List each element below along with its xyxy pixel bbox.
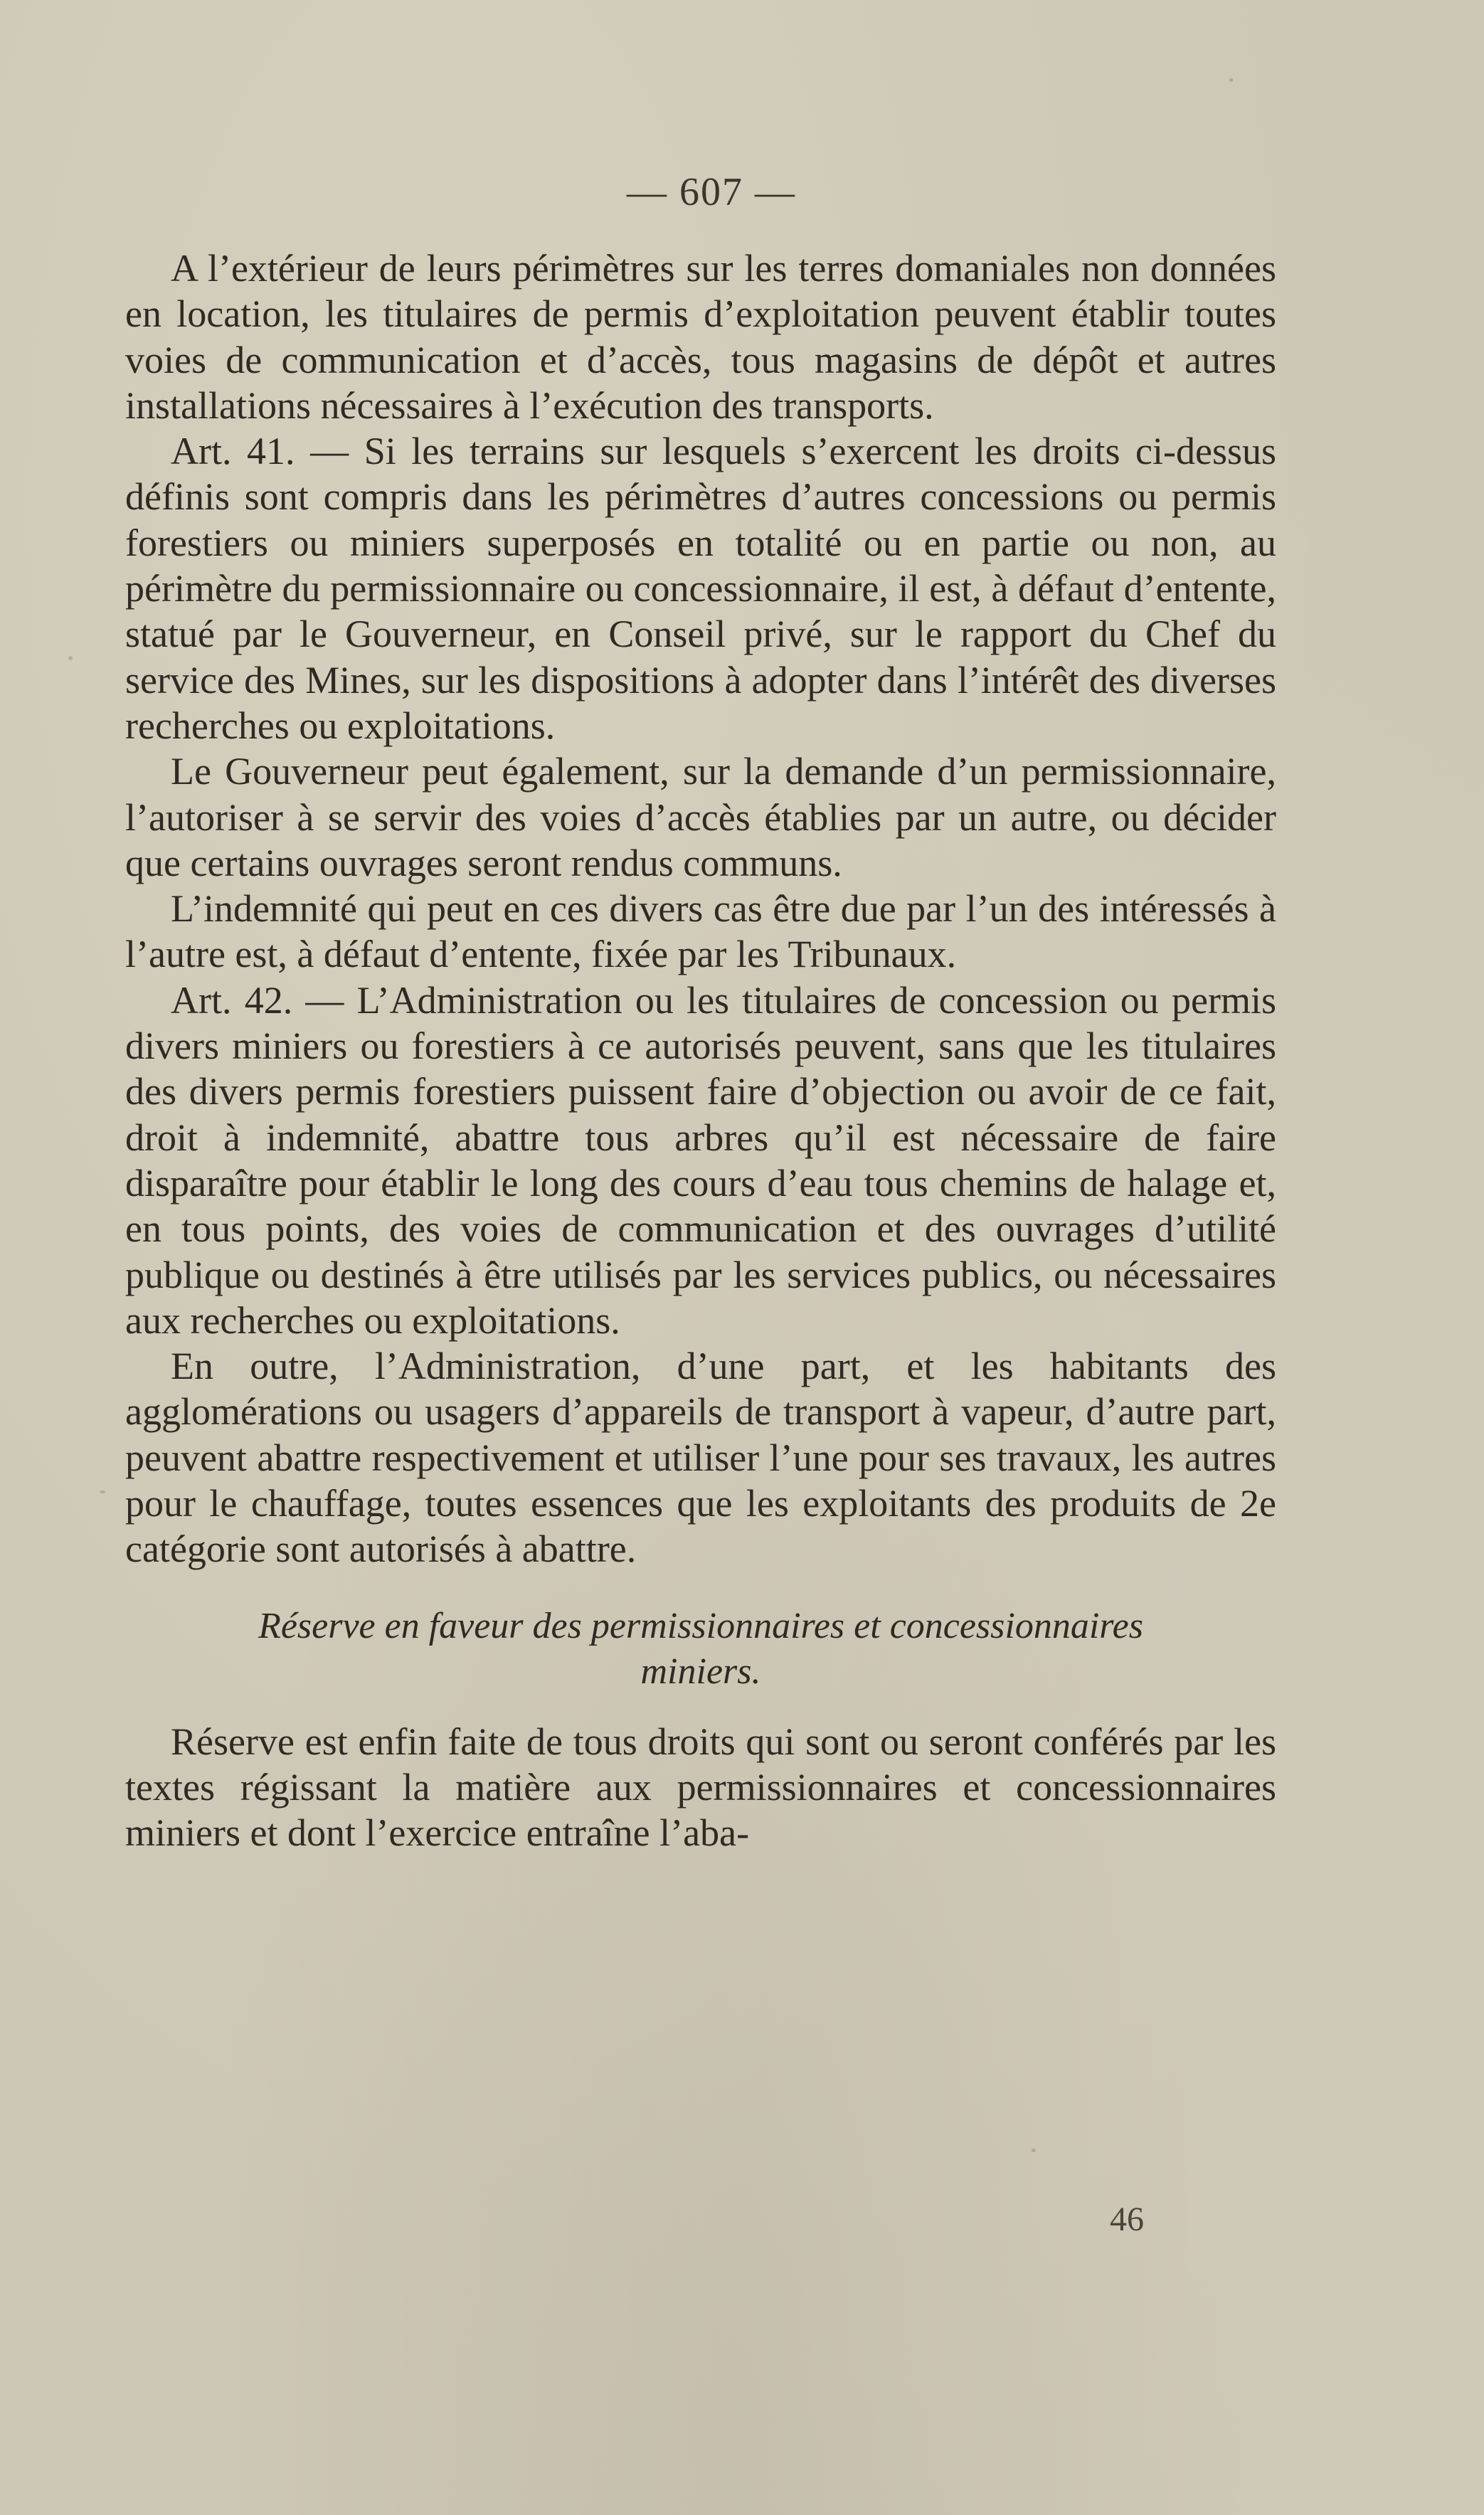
paragraph-mining-reserve: Réserve est enfin faite de tous droits qui sont ou seront conférés par les textes régissant la matière aux permissionnaires et concessionnaires miniers et dont l’exercice entraîne l’aba- [125, 1720, 1276, 1855]
paragraph-article-41: Art. 41. — Si les terrains sur lesquels s’exercent les droits ci-dessus définis sont compris dans les périmètres d’autres concessions ou permis forestiers ou miniers superposés en totalité ou en partie ou non, au périmètre du permissionnaire ou concessionnaire, il est, à défaut d’entente, statué par le Gouverneur, en Conseil privé, sur le rapport du Chef du service des Mines, sur les dispositions à adopter dans l’intérêt des diverses recherches ou exploitations. [125, 430, 1276, 747]
paragraph-exterior-perimeters: A l’extérieur de leurs périmètres sur les terres domaniales non données en location, les titulaires de permis d’exploitation peuvent établir toutes voies de communication et d’accès, tous magasins de dépôt et autres installations nécessaires à l’exécution des transports. [125, 247, 1276, 427]
paper-speck [1229, 78, 1233, 82]
paragraph-indemnity: L’indemnité qui peut en ces divers cas être due par l’un des intéressés à l’autre est, à défaut d’entente, fixée par les Tribunaux. [125, 887, 1276, 976]
section-heading-line-2: miniers. [640, 1651, 761, 1692]
paragraph-governor-authorization: Le Gouverneur peut également, sur la demande d’un permissionnaire, l’autoriser à se servir des voies d’accès établies par un autre, ou décider que certains ouvrages seront rendus communs. [125, 750, 1276, 884]
page-number: — 607 — [627, 170, 796, 214]
body-text [125, 245, 1276, 1856]
paragraph-administration-felling: En outre, l’Administration, d’une part, et les habitants des agglomérations ou usagers d’appareils de transport à vapeur, d’autre part, peuvent abattre respectivement et utiliser l’une pour ses travaux, les autres pour le chauffage, toutes essences que les exploitants des produits de 2e catégorie sont autorisés à abattre. [125, 1345, 1276, 1571]
paper-speck [68, 656, 73, 660]
paragraph-article-42: Art. 42. — L’Administration ou les titulaires de concession ou permis divers miniers ou forestiers à ce autorisés peuvent, sans que les titulaires des divers permis forestiers puissent faire d’objection ou avoir de ce fait, droit à indemnité, abattre tous arbres qu’il est nécessaire de faire disparaître pour établir le long des cours d’eau tous chemins de halage et, en tous points, des voies de communication et des ouvrages d’utilité publique ou destinés à être utilisés par les services publics, ou nécessaires aux recherches ou exploitations. [125, 978, 1276, 1342]
paper-speck [918, 452, 921, 459]
paper-speck [1032, 2149, 1036, 2152]
section-heading [125, 1604, 1276, 1695]
signature-mark: 46 [1110, 2201, 1144, 2238]
section-heading-line-1: Réserve en faveur des permissionnaires et concessionnaires [258, 1605, 1143, 1646]
paper-speck [100, 1491, 105, 1493]
